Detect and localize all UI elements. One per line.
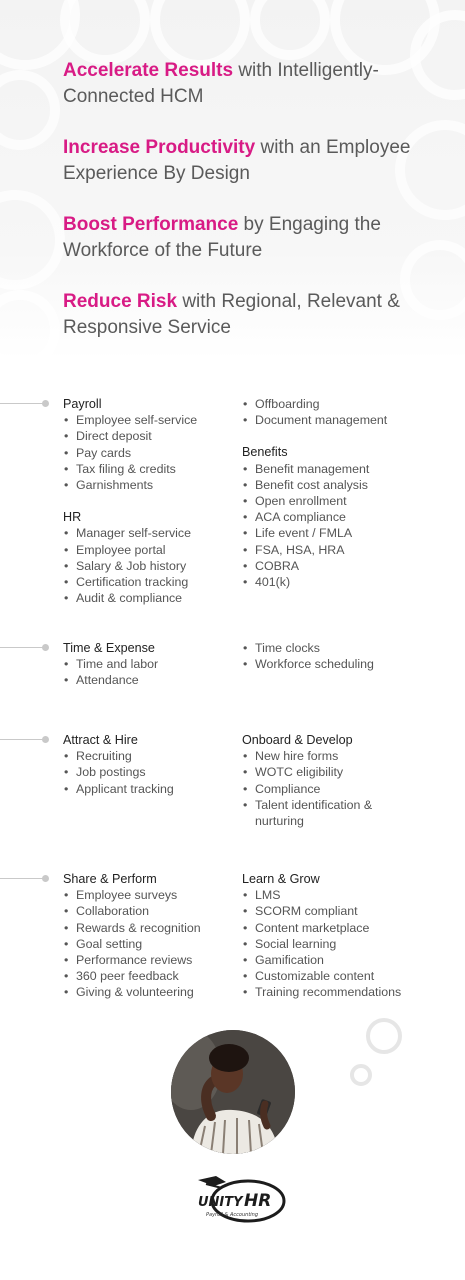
category-title: Benefits (242, 445, 288, 460)
list-item: • Collaboration (63, 903, 201, 919)
decor-circle (366, 1018, 402, 1054)
headline: Reduce Risk with Regional, Relevant & Responsive Service (63, 291, 400, 338)
right-column (242, 396, 387, 590)
list-item: • Pay cards (63, 445, 197, 461)
headline: Boost Performance by Engaging the Workforce of the Future (63, 214, 381, 261)
category-title: Payroll (63, 397, 102, 411)
list-item: • Workforce scheduling (242, 656, 374, 672)
left-column (63, 871, 201, 1001)
headline-list (63, 58, 443, 366)
list-item: • Manager self-service (63, 525, 197, 541)
list-item: • Content marketplace (242, 920, 401, 936)
logo-mark (192, 1166, 288, 1224)
list-item: • Performance reviews (63, 952, 201, 968)
headline: Accelerate Results with Intelligently-Connected HCM (63, 60, 379, 107)
list-item: • Talent identification & nurturing (242, 797, 382, 829)
feature-list (63, 525, 197, 606)
list-item: • Benefit management (242, 461, 387, 477)
list-item: • Rewards & recognition (63, 920, 201, 936)
section-dot (42, 736, 49, 743)
section-rule (0, 647, 44, 648)
list-item: • Offboarding (242, 396, 387, 412)
category-title: Share & Perform (63, 872, 157, 886)
feature-list (63, 887, 201, 1000)
category-title: Attract & Hire (63, 733, 138, 747)
list-item: • Benefit cost analysis (242, 477, 387, 493)
category-title: Learn & Grow (242, 872, 320, 886)
feature-list (63, 656, 158, 688)
feature-list (63, 748, 174, 797)
list-item: • 360 peer feedback (63, 968, 201, 984)
left-column (63, 640, 158, 689)
category-title: Time & Expense (63, 641, 155, 655)
list-item: • Customizable content (242, 968, 401, 984)
person-photo (171, 1030, 295, 1154)
list-item: • Job postings (63, 764, 174, 780)
unityhr-logo (192, 1166, 288, 1224)
list-item: • Direct deposit (63, 428, 197, 444)
feature-list (242, 396, 387, 428)
right-column (242, 640, 374, 672)
list-item: • WOTC eligibility (242, 764, 382, 780)
person-illustration (171, 1030, 295, 1154)
list-item: • Gamification (242, 952, 401, 968)
list-item: • Certification tracking (63, 574, 197, 590)
list-item: • Employee self-service (63, 412, 197, 428)
list-item: • Time clocks (242, 640, 374, 656)
list-item: • COBRA (242, 558, 387, 574)
decor-circle (0, 190, 65, 290)
list-item: • 401(k) (242, 574, 387, 590)
list-item: • Open enrollment (242, 493, 387, 509)
feature-list (242, 887, 401, 1000)
logo-brand-b: HR (244, 1191, 272, 1211)
list-item: • Salary & Job history (63, 558, 197, 574)
list-item: • Tax filing & credits (63, 461, 197, 477)
category-title: Onboard & Develop (242, 733, 353, 747)
list-item: • Goal setting (63, 936, 201, 952)
list-item: • Document management (242, 412, 387, 428)
section-rule (0, 403, 44, 404)
decor-circle (60, 0, 150, 65)
list-item: • FSA, HSA, HRA (242, 542, 387, 558)
section-dot (42, 644, 49, 651)
list-item: • Recruiting (63, 748, 174, 764)
feature-list (63, 412, 197, 493)
section-dot (42, 400, 49, 407)
logo-brand-a: UNITY (198, 1195, 243, 1210)
feature-list (242, 640, 374, 672)
feature-list (242, 461, 387, 591)
list-item: • New hire forms (242, 748, 382, 764)
right-column (242, 871, 401, 1001)
list-item: • Attendance (63, 672, 158, 688)
decor-circle (350, 1064, 372, 1086)
list-item: • Employee surveys (63, 887, 201, 903)
list-item: • Applicant tracking (63, 781, 174, 797)
list-item: • Employee portal (63, 542, 197, 558)
list-item: • ACA compliance (242, 509, 387, 525)
left-column (63, 732, 174, 797)
feature-list (242, 748, 382, 829)
list-item: • LMS (242, 887, 401, 903)
list-item: • Training recommendations (242, 984, 401, 1000)
headline: Increase Productivity with an Employee Experience By Design (63, 137, 411, 184)
section-rule (0, 878, 44, 879)
left-column (63, 396, 197, 606)
list-item: • Life event / FMLA (242, 525, 387, 541)
list-item: • Social learning (242, 936, 401, 952)
list-item: • Compliance (242, 781, 382, 797)
decor-circle (0, 290, 60, 360)
list-item: • Audit & compliance (63, 590, 197, 606)
right-column (242, 732, 382, 829)
decor-circle (0, 70, 60, 150)
list-item: • SCORM compliant (242, 903, 401, 919)
decor-circle (250, 0, 330, 60)
list-item: • Time and labor (63, 656, 158, 672)
category-title: HR (63, 510, 82, 525)
section-dot (42, 875, 49, 882)
list-item: • Garnishments (63, 477, 197, 493)
logo-tagline: Payroll & Accounting (206, 1212, 259, 1218)
list-item: • Giving & volunteering (63, 984, 201, 1000)
section-rule (0, 739, 44, 740)
